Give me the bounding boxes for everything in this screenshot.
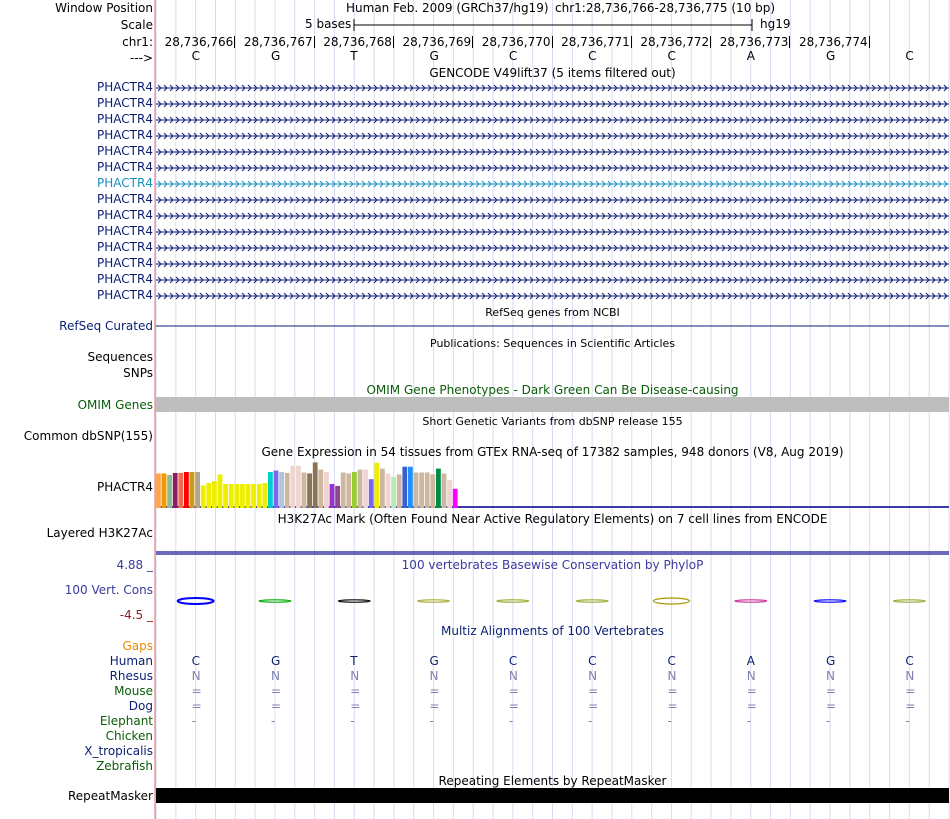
dbsnp-label[interactable]: Common dbSNP(155) (23, 429, 153, 443)
gtex-tissue-bar[interactable] (296, 466, 301, 508)
position-text: chr1:28,736,766-28,736,775 (10 bp) (555, 1, 776, 15)
alignment-base: - (746, 714, 752, 728)
gtex-tissue-bar[interactable] (414, 472, 419, 508)
gtex-tissue-bar[interactable] (251, 484, 256, 508)
phylop-score-mark (338, 600, 370, 602)
coordinate-label: 28,736,766 (164, 35, 234, 49)
gtex-tissue-bar[interactable] (302, 472, 307, 508)
coordinate-label: 28,736,770 (481, 35, 551, 49)
coordinate-label: 28,736,774 (798, 35, 868, 49)
repeatmasker-bar[interactable] (156, 788, 949, 803)
alignment-base: G (429, 654, 439, 668)
species-label[interactable]: Dog (128, 699, 153, 713)
gencode-gene-label[interactable]: PHACTR4 (97, 128, 153, 142)
alignment-base: N (191, 669, 201, 683)
repeatmasker-track-title: Repeating Elements by RepeatMasker (438, 774, 667, 788)
gtex-tissue-bar[interactable] (397, 474, 402, 508)
gtex-tissue-bar[interactable] (223, 484, 228, 508)
gtex-tissue-bar[interactable] (358, 470, 363, 508)
alignment-base: - (429, 714, 434, 728)
gtex-tissue-bar[interactable] (218, 474, 223, 508)
alignment-base: C (905, 654, 914, 668)
gtex-tissue-bar[interactable] (391, 477, 396, 508)
gtex-tissue-bar[interactable] (201, 485, 206, 508)
phylop-label[interactable]: 100 Vert. Cons (64, 583, 153, 597)
gtex-tissue-bar[interactable] (285, 473, 290, 508)
gtex-tissue-bar[interactable] (184, 472, 189, 508)
gtex-tissue-bar[interactable] (190, 472, 195, 508)
alignment-base: - (588, 714, 593, 728)
gtex-tissue-bar[interactable] (262, 483, 267, 508)
alignment-base: = (905, 699, 916, 713)
alignment-base: = (746, 684, 757, 698)
alignment-base: N (350, 669, 360, 683)
alignment-base: N (667, 669, 677, 683)
h3k27ac-track-title: H3K27Ac Mark (Often Found Near Active Regulatory Elements) on 7 cell lines from ENCODE (277, 512, 828, 526)
gtex-tissue-bar[interactable] (453, 489, 458, 508)
gencode-gene-label[interactable]: PHACTR4 (97, 240, 153, 254)
phylop-score-mark (576, 600, 608, 602)
omim-track-title: OMIM Gene Phenotypes - Dark Green Can Be Disease-causing (366, 383, 739, 397)
refseq-track-title: RefSeq genes from NCBI (485, 306, 620, 319)
base-letter: C (905, 49, 914, 63)
gencode-gene-label[interactable]: PHACTR4 (97, 224, 153, 238)
gaps-label: Gaps (122, 639, 153, 653)
species-label[interactable]: Elephant (99, 714, 153, 728)
gtex-tissue-bar[interactable] (447, 480, 452, 508)
alignment-base: A (746, 654, 755, 668)
gtex-tissue-bar[interactable] (341, 472, 346, 508)
gtex-tissue-bar[interactable] (206, 483, 211, 508)
gencode-gene-label[interactable]: PHACTR4 (97, 288, 153, 302)
alignment-base: G (270, 654, 281, 668)
gtex-tissue-bar[interactable] (167, 475, 172, 508)
base-letter: A (746, 49, 755, 63)
gencode-gene-label[interactable]: PHACTR4 (97, 208, 153, 222)
gtex-tissue-bar[interactable] (246, 484, 251, 508)
gencode-gene-label[interactable]: PHACTR4 (97, 144, 153, 158)
gtex-tissue-bar[interactable] (268, 472, 273, 508)
gtex-bar-graph[interactable] (155, 459, 949, 511)
alignment-base: - (826, 714, 831, 728)
phylop-score-mark (653, 598, 689, 604)
gencode-gene-label[interactable]: PHACTR4 (97, 80, 153, 94)
phylop-score-mark (497, 600, 529, 602)
alignment-base: = (826, 684, 837, 698)
gtex-tissue-bar[interactable] (178, 473, 183, 508)
phylop-score-mark (418, 600, 450, 602)
base-letter: C (508, 49, 518, 63)
refseq-label[interactable]: RefSeq Curated (59, 319, 153, 333)
db-text: hg19 (760, 17, 791, 31)
gencode-gene-label[interactable]: PHACTR4 (97, 112, 153, 126)
gtex-tissue-bar[interactable] (386, 473, 391, 508)
gtex-tissue-bar[interactable] (173, 473, 178, 508)
alignment-base: = (191, 699, 202, 713)
gtex-tissue-bar[interactable] (162, 473, 167, 508)
phylop-score-mark (814, 600, 846, 602)
window-position-label: Window Position (55, 1, 153, 15)
gencode-gene-label[interactable]: PHACTR4 (97, 256, 153, 270)
alignment-base: = (191, 684, 202, 698)
phylop-min-label: -4.5 _ (119, 608, 153, 622)
species-label[interactable]: X_tropicalis (84, 744, 153, 758)
alignment-base: - (350, 714, 355, 728)
dbsnp-track-title: Short Genetic Variants from dbSNP release 155 (422, 415, 683, 428)
gtex-tissue-bar[interactable] (335, 486, 340, 508)
alignment-base: = (746, 699, 757, 713)
omim-label[interactable]: OMIM Genes (77, 398, 153, 412)
gencode-gene-label[interactable]: PHACTR4 (97, 176, 153, 190)
strand-label: ---> (129, 51, 153, 65)
multiz-track-title: Multiz Alignments of 100 Vertebrates (440, 624, 665, 638)
alignment-base: C (667, 654, 676, 668)
assembly-text: Human Feb. 2009 (GRCh37/hg19) (346, 1, 549, 15)
gtex-tissue-bar[interactable] (274, 471, 279, 508)
gtex-tissue-bar[interactable] (195, 472, 200, 508)
coordinate-label: 28,736,771 (561, 35, 630, 49)
alignment-base: N (905, 669, 915, 683)
gtex-tissue-bar[interactable] (430, 474, 435, 508)
gencode-gene-label[interactable]: PHACTR4 (97, 96, 153, 110)
gtex-gene-label[interactable]: PHACTR4 (97, 480, 153, 494)
alignment-base: = (826, 699, 837, 713)
species-label[interactable]: Zebrafish (96, 759, 153, 773)
coordinate-label: 28,736,769 (402, 35, 472, 49)
gtex-tissue-bar[interactable] (318, 470, 323, 508)
repeatmasker-label[interactable]: RepeatMasker (67, 789, 153, 803)
coordinate-label: 28,736,773 (719, 35, 789, 49)
gtex-tissue-bar[interactable] (402, 467, 407, 508)
base-letter: C (588, 49, 597, 63)
phylop-score-mark (178, 598, 214, 604)
gtex-tissue-bar[interactable] (436, 469, 441, 508)
gtex-tissue-bar[interactable] (425, 472, 430, 508)
gtex-tissue-bar[interactable] (408, 467, 413, 508)
coordinate-label: 28,736,768 (323, 35, 392, 49)
phylop-score-mark (259, 600, 291, 602)
gtex-tissue-bar[interactable] (240, 484, 245, 508)
alignment-base: - (667, 714, 672, 728)
coordinate-label: 28,736,772 (640, 35, 710, 49)
alignment-base: - (905, 714, 910, 728)
publications-label-snps[interactable]: SNPs (123, 366, 153, 380)
alignment-base: C (588, 654, 597, 668)
alignment-base: = (508, 699, 519, 713)
alignment-base: N (429, 669, 439, 683)
alignment-base: = (667, 699, 678, 713)
alignment-base: = (508, 684, 519, 698)
species-label[interactable]: Chicken (105, 729, 153, 743)
alignment-base: N (588, 669, 598, 683)
alignment-base: = (350, 699, 361, 713)
gtex-tissue-bar[interactable] (156, 473, 161, 508)
gtex-tissue-bar[interactable] (229, 484, 234, 508)
base-letter: G (826, 49, 836, 63)
alignment-base: N (508, 669, 518, 683)
chrom-label: chr1: (122, 35, 153, 49)
gtex-tissue-bar[interactable] (307, 473, 312, 508)
gencode-track-title: GENCODE V49lift37 (5 items filtered out) (429, 66, 676, 80)
gtex-tissue-bar[interactable] (419, 472, 424, 508)
coordinate-label: 28,736,767 (243, 35, 313, 49)
publications-label-sequences[interactable]: Sequences (87, 350, 153, 364)
omim-gene-bar[interactable] (156, 397, 949, 412)
gtex-tissue-bar[interactable] (313, 462, 318, 508)
species-label[interactable]: Mouse (114, 684, 153, 698)
gtex-track-title: Gene Expression in 54 tissues from GTEx RNA-seq of 17382 samples, 948 donors (V8, Aug 2019) (261, 445, 844, 459)
base-letter: G (429, 49, 439, 63)
gencode-gene-label[interactable]: PHACTR4 (97, 272, 153, 286)
alignment-base: N (270, 669, 280, 683)
alignment-base: N (746, 669, 756, 683)
base-letter: C (667, 49, 676, 63)
species-label[interactable]: Rhesus (109, 669, 153, 683)
gtex-tissue-bar[interactable] (352, 472, 357, 508)
scale-text: 5 bases (305, 17, 352, 31)
alignment-base: = (667, 684, 678, 698)
alignment-base: = (270, 684, 281, 698)
alignment-base: = (588, 684, 599, 698)
gtex-tissue-bar[interactable] (369, 479, 374, 508)
gencode-gene-label[interactable]: PHACTR4 (97, 160, 153, 174)
base-letter: G (270, 49, 281, 63)
gtex-tissue-bar[interactable] (374, 463, 379, 508)
alignment-base: - (270, 714, 276, 728)
gtex-tissue-bar[interactable] (363, 470, 368, 508)
publications-track-title: Publications: Sequences in Scientific Articles (430, 337, 675, 350)
base-letter: C (191, 49, 201, 63)
gtex-tissue-bar[interactable] (324, 472, 329, 508)
phylop-score-mark (735, 600, 767, 602)
alignment-base: N (826, 669, 836, 683)
h3k27ac-label[interactable]: Layered H3K27Ac (46, 526, 153, 540)
gtex-tissue-bar[interactable] (257, 484, 262, 508)
gtex-tissue-bar[interactable] (346, 473, 351, 508)
alignment-base: - (508, 714, 514, 728)
alignment-base: = (429, 699, 440, 713)
alignment-base: = (350, 684, 361, 698)
base-letter: T (350, 49, 358, 63)
alignment-base: - (191, 714, 196, 728)
alignment-base: = (905, 684, 916, 698)
scale-label: Scale (120, 18, 153, 32)
gtex-tissue-bar[interactable] (290, 466, 295, 508)
gtex-tissue-bar[interactable] (442, 473, 447, 508)
alignment-base: = (588, 699, 599, 713)
alignment-base: C (508, 654, 518, 668)
phylop-wiggle-plot[interactable] (156, 591, 949, 611)
gtex-tissue-bar[interactable] (234, 484, 239, 508)
alignment-base: = (429, 684, 440, 698)
gtex-tissue-bar[interactable] (212, 481, 217, 508)
phylop-track-title: 100 vertebrates Basewise Conservation by PhyloP (401, 558, 704, 572)
alignment-base: C (191, 654, 201, 668)
gencode-gene-label[interactable]: PHACTR4 (97, 192, 153, 206)
phylop-max-label: 4.88 _ (116, 558, 153, 572)
alignment-base: G (826, 654, 836, 668)
alignment-base: T (350, 654, 358, 668)
gtex-tissue-bar[interactable] (330, 484, 335, 508)
gtex-tissue-bar[interactable] (380, 469, 385, 508)
phylop-score-mark (893, 600, 925, 602)
species-label[interactable]: Human (109, 654, 153, 668)
alignment-base: = (270, 699, 281, 713)
gtex-tissue-bar[interactable] (279, 472, 284, 508)
